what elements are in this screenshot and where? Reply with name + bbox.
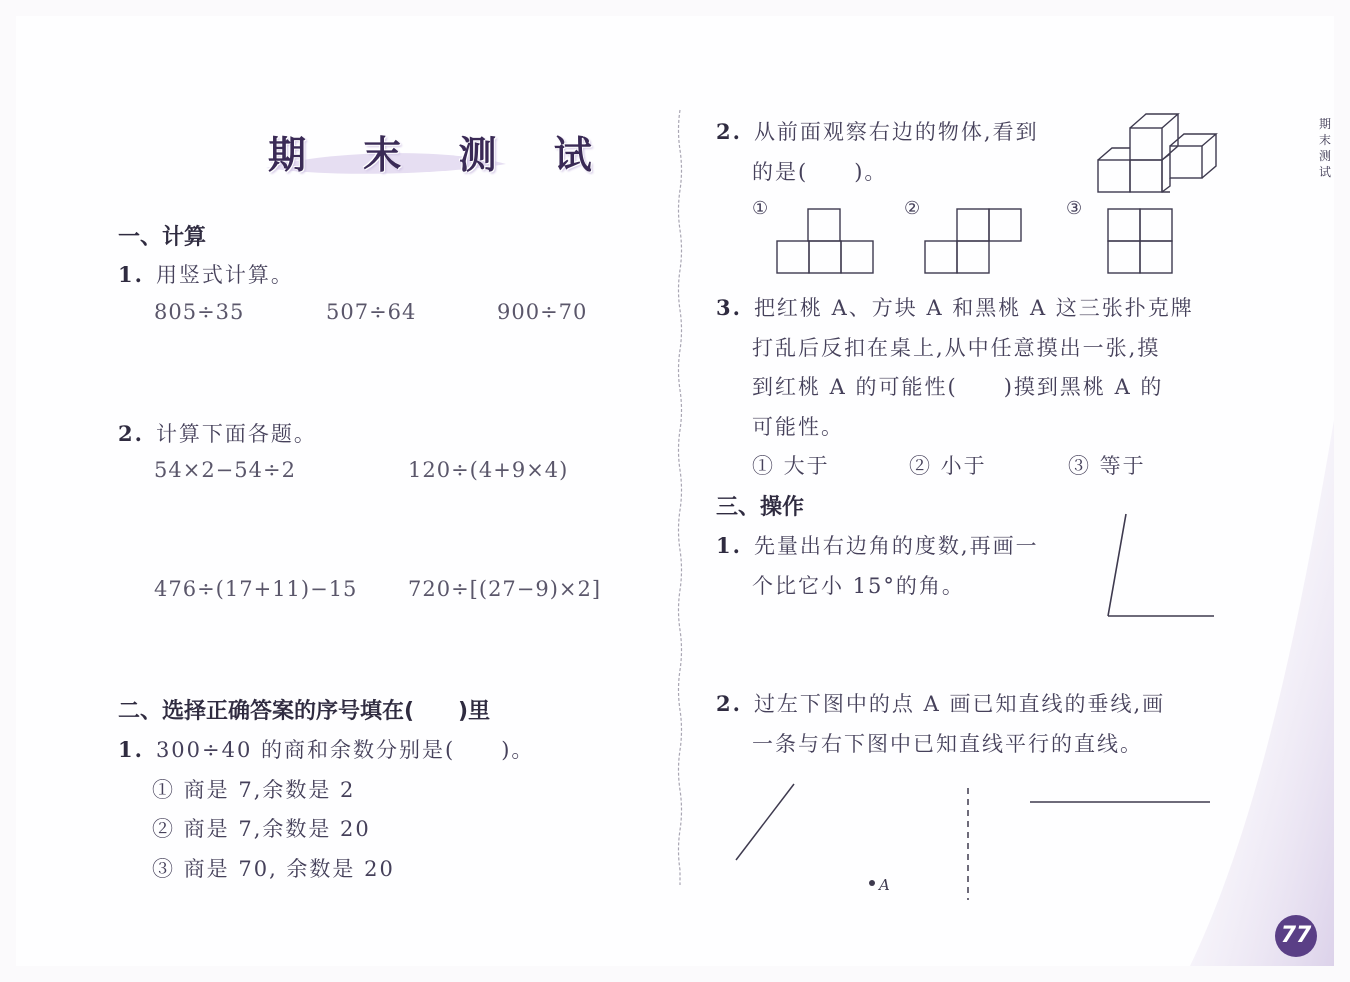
choice-option: ② 商是 7,余数是 20 [152,817,371,841]
choice-option: ② 小于 [909,454,987,478]
question-text: 的是( )。 [752,160,888,184]
question-text: 过左下图中的点 A 画已知直线的垂线,画 [753,692,1166,716]
cube-object-figure [1090,100,1220,196]
question-2-compute [118,418,317,448]
question-number: 2. [716,119,742,144]
choice-question-2 [716,116,1039,146]
question-number: 1. [716,533,742,558]
expression: 476÷(17+11)−15 [154,577,358,601]
angle-figure [1100,510,1220,622]
choice-option: ① 大于 [752,454,830,478]
question-number: 1. [118,262,144,287]
operation-question-1 [716,530,1039,560]
given-line-left [736,784,794,860]
choice-option: ③ 商是 70, 余数是 20 [152,857,395,881]
expression: 120÷(4+9×4) [408,458,569,482]
question-number: 2. [716,691,742,716]
question-number: 2. [118,421,144,446]
page-number: 77 [1275,915,1317,957]
question-text: 先量出右边角的度数,再画一 [753,534,1039,558]
expression: 720÷[(27−9)×2] [408,577,602,601]
expression: 900÷70 [497,300,588,324]
question-text: 一条与右下图中已知直线平行的直线。 [752,732,1143,756]
page-title: 期 末 测 试 [268,133,614,177]
question-text: 用竖式计算。 [155,263,294,287]
question-text: 个比它小 15°的角。 [752,574,965,598]
side-tab-label: 期末测试 [1318,117,1331,179]
section-calculation: 一、计算 [118,225,207,250]
section-operation: 三、操作 [716,495,805,520]
view-option-1-figure [776,208,876,274]
point-a [869,880,875,886]
question-text: 打乱后反扣在桌上,从中任意摸出一张,摸 [752,336,1161,360]
point-a-label: A [879,876,890,894]
question-text: 计算下面各题。 [155,422,317,446]
choice-option: ① 商是 7,余数是 2 [152,778,356,802]
section-choice: 二、选择正确答案的序号填在( )里 [118,699,491,724]
option-label: ③ [1066,198,1085,219]
question-text: 从前面观察右边的物体,看到 [753,120,1039,144]
option-label: ① [752,198,771,219]
question-1-vertical [118,259,294,289]
choice-question-1 [118,734,534,764]
option-label: ② [904,198,923,219]
expression: 54×2−54÷2 [154,458,296,482]
center-divider [672,110,688,890]
expression: 805÷35 [154,300,245,324]
question-text: 把红桃 A、方块 A 和黑桃 A 这三张扑克牌 [753,296,1194,320]
view-option-2-figure [924,208,1024,274]
question-text: 到红桃 A 的可能性( )摸到黑桃 A 的 [752,375,1164,399]
question-number: 1. [118,737,144,762]
question-text: 可能性。 [752,415,844,439]
view-option-3-figure [1107,208,1177,274]
operation-question-2 [716,688,1165,718]
choice-option: ③ 等于 [1068,454,1146,478]
question-text: 300÷40 的商和余数分别是( )。 [155,738,535,762]
perpendicular-parallel-figure [730,780,1230,904]
question-number: 3. [716,295,742,320]
choice-question-3 [716,292,1194,322]
expression: 507÷64 [326,300,417,324]
